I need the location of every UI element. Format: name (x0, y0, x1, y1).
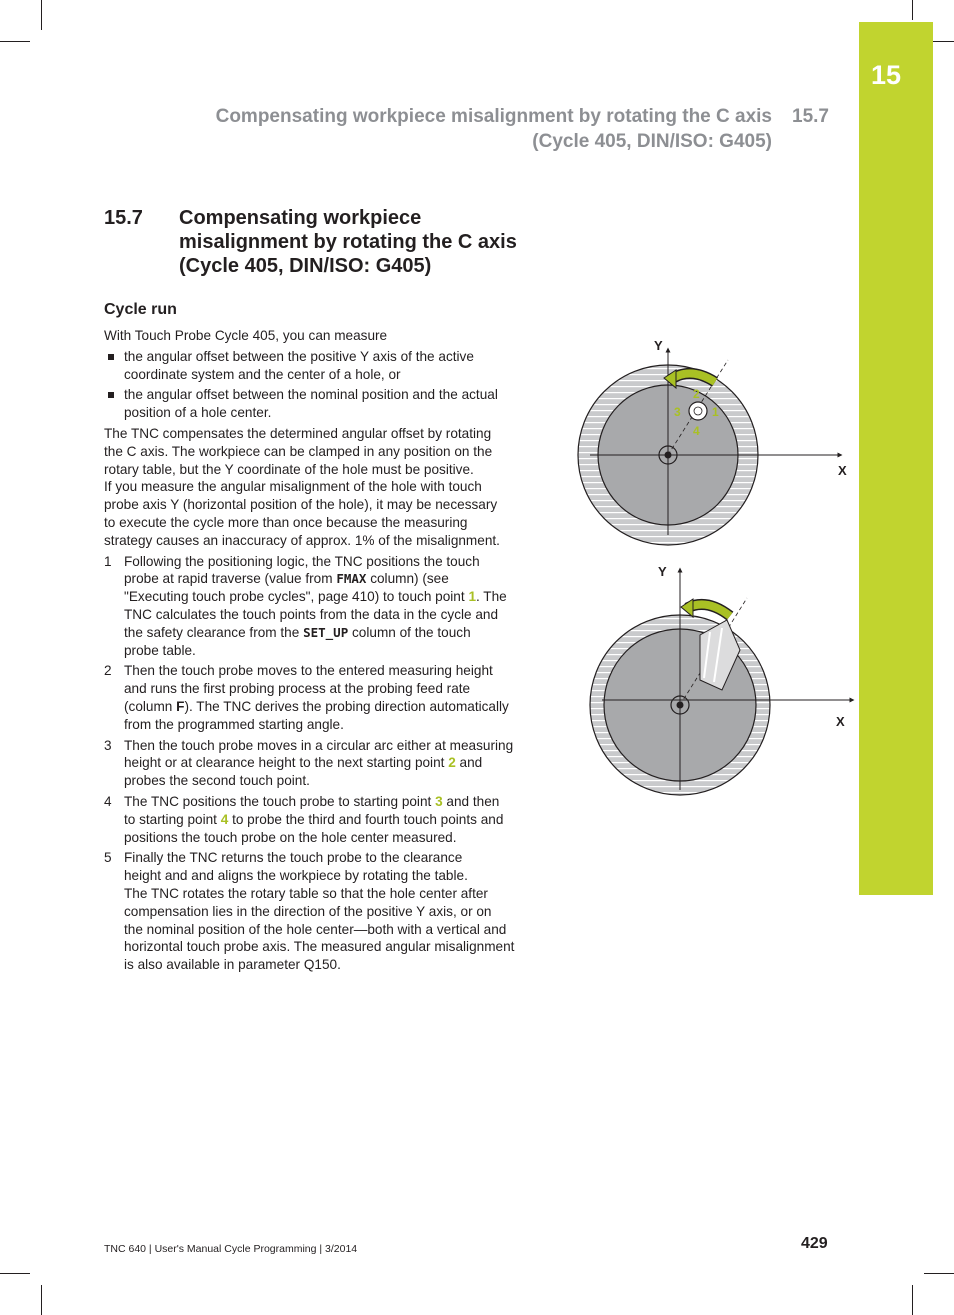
step-text: to starting point (124, 811, 221, 827)
step-text: column) (see (366, 571, 449, 587)
running-header-line2: (Cycle 405, DIN/ISO: G405) (532, 131, 772, 152)
step-line: compensation lies in the direction of the positive Y axis, or on (124, 903, 492, 919)
step-line (124, 793, 546, 811)
step-line: The TNC rotates the rotary table so that the hole center after (124, 885, 488, 901)
section-number: 15.7 (104, 207, 143, 229)
step-line (124, 570, 546, 588)
step-line: from the programmed starting angle. (124, 716, 344, 732)
section-title-line: misalignment by rotating the C axis (179, 231, 517, 253)
paragraph-line: If you measure the angular misalignment of the hole with touch (104, 479, 482, 495)
rotary-table-figure (570, 330, 860, 800)
crop-mark (912, 0, 913, 20)
bullet-square-icon (108, 354, 114, 360)
step-item (104, 662, 546, 733)
step-line (124, 754, 546, 772)
keyword: F (176, 698, 185, 714)
point-ref: 3 (435, 793, 443, 809)
crop-mark (0, 41, 30, 42)
point-ref: 2 (448, 755, 456, 771)
step-number: 5 (104, 850, 112, 866)
section-title-line: Compensating workpiece (179, 207, 422, 229)
step-line: probes the second touch point. (124, 773, 310, 789)
keyword: SET_UP (303, 624, 349, 640)
point-label: 3 (674, 405, 681, 419)
step-line: the nominal position of the hole center—both with a vertical and (124, 921, 507, 937)
step-line: Then the touch probe moves in a circular arc either at measuring (124, 737, 514, 753)
crop-mark (41, 1285, 42, 1315)
paragraph-line: The TNC compensates the determined angular offset by rotating (104, 425, 492, 441)
step-item (104, 737, 546, 790)
step-line: Finally the TNC returns the touch probe to the clearance (124, 850, 463, 866)
bullet-line: the angular offset between the nominal position and the actual (124, 387, 498, 403)
step-text: The TNC positions the touch probe to starting point (124, 793, 436, 809)
paragraph-line: rotary table, but the Y coordinate of the hole must be positive. (104, 461, 474, 477)
step-text: ). The TNC derives the probing direction automatically (184, 698, 509, 714)
bullet-line: the angular offset between the positive Y axis of the active (124, 348, 474, 364)
running-header-section: 15.7 (792, 106, 829, 127)
body-text (104, 327, 546, 977)
bullet-item (104, 348, 546, 384)
bullet-square-icon (108, 392, 114, 398)
step-line: Following the positioning logic, the TNC positions the touch (124, 553, 480, 569)
step-line: and runs the first probing process at the probing feed rate (124, 681, 471, 697)
subheading-cycle-run: Cycle run (104, 301, 177, 318)
section-title-line: (Cycle 405, DIN/ISO: G405) (179, 255, 432, 277)
step-text: (column (124, 698, 177, 714)
bullet-item (104, 386, 546, 422)
step-line: positions the touch probe on the hole center measured. (124, 829, 457, 845)
step-line (124, 588, 546, 606)
step-item (104, 849, 546, 974)
axis-label-y: Y (658, 564, 667, 579)
running-header (216, 104, 772, 154)
step-line: probe table. (124, 642, 196, 658)
crop-mark (924, 1273, 954, 1274)
step-text: height or at clearance height to the next starting point (124, 755, 449, 771)
step-line: height and and aligns the workpiece by rotating the table. (124, 868, 468, 884)
step-number: 1 (104, 553, 112, 569)
step-line: Then the touch probe moves to the entered measuring height (124, 663, 493, 679)
step-number: 2 (104, 663, 112, 679)
step-text: and then (442, 793, 500, 809)
step-text: . The (476, 589, 507, 605)
diagram-top (578, 338, 847, 545)
step-text: to probe the third and fourth touch points and (228, 811, 504, 827)
section-title (179, 206, 559, 278)
axis-label-x: X (836, 714, 845, 729)
crop-mark (41, 0, 42, 30)
footer-text: TNC 640 | User's Manual Cycle Programming | 3/2014 (104, 1243, 358, 1255)
step-line: horizontal touch probe axis. The measured angular misalignment (124, 939, 515, 955)
step-text: probe at rapid traverse (value from (124, 571, 337, 587)
axis-label-x: X (838, 463, 847, 478)
intro-text: With Touch Probe Cycle 405, you can measure (104, 328, 388, 343)
crop-mark (0, 1273, 30, 1274)
paragraph (104, 425, 546, 550)
diagram-bottom (590, 564, 852, 795)
step-item (104, 793, 546, 846)
step-line (124, 698, 546, 716)
crop-mark (912, 1285, 913, 1315)
axis-label-y: Y (654, 338, 663, 353)
step-text: "Executing touch probe cycles", page 410) to touch point (124, 589, 469, 605)
paragraph-line: to execute the cycle more than once because the measuring (104, 514, 468, 530)
step-text: the safety clearance from the (124, 624, 304, 640)
point-label: 4 (693, 424, 700, 438)
chapter-tab (859, 22, 933, 895)
running-header-line1: Compensating workpiece misalignment by rotating the C axis (215, 106, 772, 127)
point-label: 1 (712, 405, 719, 419)
paragraph-line: strategy causes an inaccuracy of approx. 1% of the misalignment. (104, 532, 500, 548)
paragraph-line: the C axis. The workpiece can be clamped in any position on the (104, 443, 493, 459)
step-line (124, 624, 546, 642)
chapter-number: 15 (871, 60, 902, 90)
bullet-line: coordinate system and the center of a hole, or (124, 366, 401, 382)
step-item (104, 553, 546, 660)
page-number: 429 (801, 1235, 828, 1252)
step-text: and (455, 755, 483, 771)
step-line: TNC calculates the touch points from the data in the cycle and (124, 606, 499, 622)
step-number: 4 (104, 793, 112, 809)
bullet-line: position of a hole center. (124, 405, 272, 421)
step-line: is also available in parameter Q150. (124, 957, 341, 973)
point-label: 2 (693, 387, 700, 401)
point-ref: 4 (220, 811, 229, 827)
keyword: FMAX (336, 571, 367, 587)
step-number: 3 (104, 737, 112, 753)
paragraph-line: probe axis Y (horizontal position of the hole), it may be necessary (104, 497, 498, 513)
point-ref: 1 (468, 589, 476, 605)
step-line (124, 811, 546, 829)
step-text: column of the touch (348, 624, 471, 640)
